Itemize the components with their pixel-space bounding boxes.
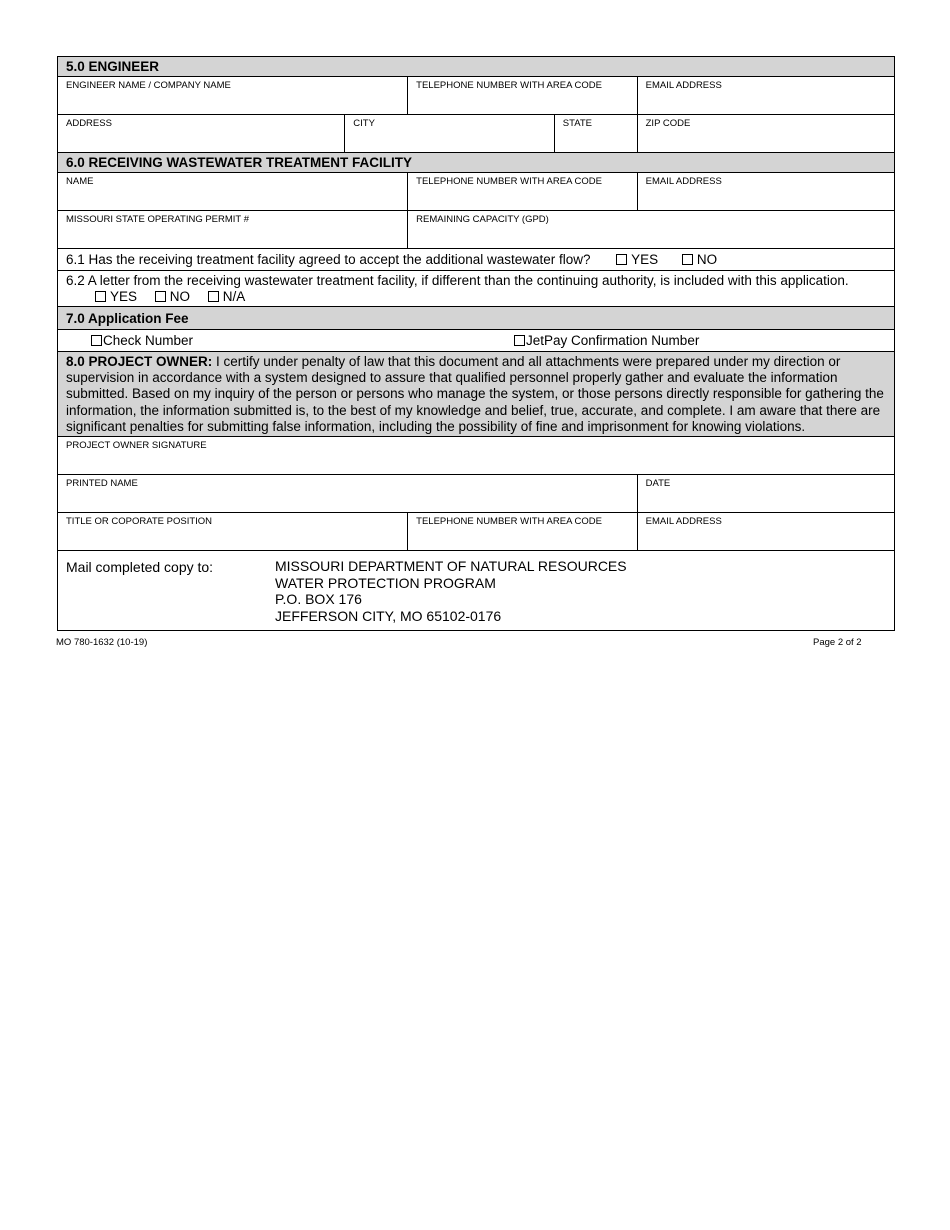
facility-permit-field[interactable] [58, 211, 407, 248]
q61-yes-option[interactable] [616, 252, 658, 268]
question-6-1-text: 6.1 Has the receiving treatment facility agreed to accept the additional wastewater flow? [66, 252, 591, 267]
owner-printed-name-field[interactable] [58, 475, 637, 512]
engineer-state-field[interactable] [554, 115, 637, 152]
checkbox-icon[interactable] [616, 254, 627, 265]
field-label: TELEPHONE NUMBER WITH AREA CODE [416, 516, 602, 528]
application-form [57, 56, 895, 631]
field-label: NAME [66, 176, 94, 187]
field-label: REMAINING CAPACITY (GPD) [416, 214, 549, 225]
mail-to-label: Mail completed copy to: [66, 559, 214, 576]
field-label: EMAIL ADDRESS [645, 516, 722, 528]
option-label: N/A [222, 289, 246, 304]
owner-title-field[interactable] [58, 513, 407, 550]
engineer-address-field[interactable] [58, 115, 344, 152]
engineer-zip-field[interactable] [637, 115, 894, 152]
section-title: 5.0 ENGINEER [58, 57, 894, 76]
field-label: ZIP CODE [645, 118, 691, 129]
section-title: 6.0 RECEIVING WASTEWATER TREATMENT FACILITY [58, 153, 894, 172]
fee-options [58, 330, 894, 351]
field-label: EMAIL ADDRESS [645, 80, 722, 91]
owner-signature-row [58, 436, 894, 474]
engineer-row-1 [58, 76, 894, 114]
facility-row-2 [58, 210, 894, 248]
mail-to-section [58, 550, 894, 630]
option-label: NO [696, 252, 718, 267]
engineer-city-field[interactable] [344, 115, 554, 152]
owner-signature-field[interactable] [58, 437, 894, 474]
question-6-2 [58, 270, 894, 306]
field-label: ADDRESS [66, 118, 112, 129]
option-label: NO [169, 289, 191, 304]
field-label: MISSOURI STATE OPERATING PERMIT # [66, 214, 249, 225]
address-line: P.O. BOX 176 [275, 591, 362, 608]
engineer-email-field[interactable] [637, 77, 894, 114]
question-6-2-text: 6.2 A letter from the receiving wastewater treatment facility, if different than the continuing authority, is included with this application. [66, 273, 849, 288]
check-number-option[interactable] [91, 333, 193, 349]
checkbox-icon[interactable] [208, 291, 219, 302]
q62-yes-option[interactable] [95, 289, 137, 305]
address-line: MISSOURI DEPARTMENT OF NATURAL RESOURCES [275, 558, 627, 575]
owner-email-field[interactable] [637, 513, 894, 550]
section-owner-certification [58, 351, 894, 436]
option-label: Check Number [103, 333, 194, 348]
q62-na-option[interactable] [208, 289, 246, 305]
address-line: JEFFERSON CITY, MO 65102-0176 [275, 607, 502, 624]
section-fee-header [58, 306, 894, 329]
checkbox-icon[interactable] [682, 254, 693, 265]
facility-row-1 [58, 172, 894, 210]
checkbox-icon[interactable] [95, 291, 106, 302]
field-label: EMAIL ADDRESS [645, 176, 722, 187]
section-engineer-header [58, 57, 894, 76]
certification-heading: 8.0 PROJECT OWNER: [66, 354, 213, 369]
field-label: TELEPHONE NUMBER WITH AREA CODE [416, 80, 602, 91]
field-label: TITLE OR COPORATE POSITION [66, 516, 213, 528]
fee-row [58, 329, 894, 351]
q62-no-option[interactable] [155, 289, 190, 305]
option-label: YES [110, 289, 138, 304]
facility-name-field[interactable] [58, 173, 407, 210]
field-label: ENGINEER NAME / COMPANY NAME [66, 80, 231, 91]
question-6-1-row [58, 249, 894, 270]
section-facility-header [58, 152, 894, 172]
facility-phone-field[interactable] [407, 173, 636, 210]
checkbox-icon[interactable] [514, 335, 525, 346]
field-label: PROJECT OWNER SIGNATURE [66, 440, 207, 452]
owner-contact-row [58, 512, 894, 550]
checkbox-icon[interactable] [91, 335, 102, 346]
question-6-1 [58, 248, 894, 270]
certification-text: I certify under penalty of law that this document and all attachments were prepared under my direction or supervision in accordance with a system designed to assure that qualified personnel properly gather and evaluate the information submitted. Based on my inquiry of the person or persons who manage the system, or those persons directly responsible for gathering the information, the information submitted is, to the best of my knowledge and belief, true, accurate, and complete. I am aware that there are significant penalties for submitting false information, including the possibility of fine and imprisonment for knowing violations. [66, 354, 884, 434]
mail-address [275, 558, 627, 624]
field-label: PRINTED NAME [66, 478, 138, 490]
section-title: 7.0 Application Fee [58, 307, 894, 329]
engineer-name-field[interactable] [58, 77, 407, 114]
q61-no-option[interactable] [682, 252, 717, 268]
engineer-row-2 [58, 114, 894, 152]
facility-email-field[interactable] [637, 173, 894, 210]
facility-capacity-field[interactable] [407, 211, 894, 248]
field-label: STATE [562, 118, 593, 129]
form-number: MO 780-1632 (10-19) [56, 637, 148, 648]
certification-statement [58, 352, 894, 436]
page-number: Page 2 of 2 [813, 637, 862, 648]
mail-to-block [58, 551, 894, 630]
question-6-2-row [58, 271, 894, 306]
option-label: JetPay Confirmation Number [526, 333, 700, 348]
owner-date-field[interactable] [637, 475, 894, 512]
option-label: YES [631, 252, 659, 267]
field-label: DATE [645, 478, 671, 490]
checkbox-icon[interactable] [155, 291, 166, 302]
field-label: CITY [353, 118, 375, 129]
owner-name-row [58, 474, 894, 512]
field-label: TELEPHONE NUMBER WITH AREA CODE [416, 176, 602, 187]
owner-phone-field[interactable] [407, 513, 636, 550]
address-line: WATER PROTECTION PROGRAM [275, 574, 496, 591]
jetpay-option[interactable] [514, 333, 699, 349]
engineer-phone-field[interactable] [407, 77, 636, 114]
